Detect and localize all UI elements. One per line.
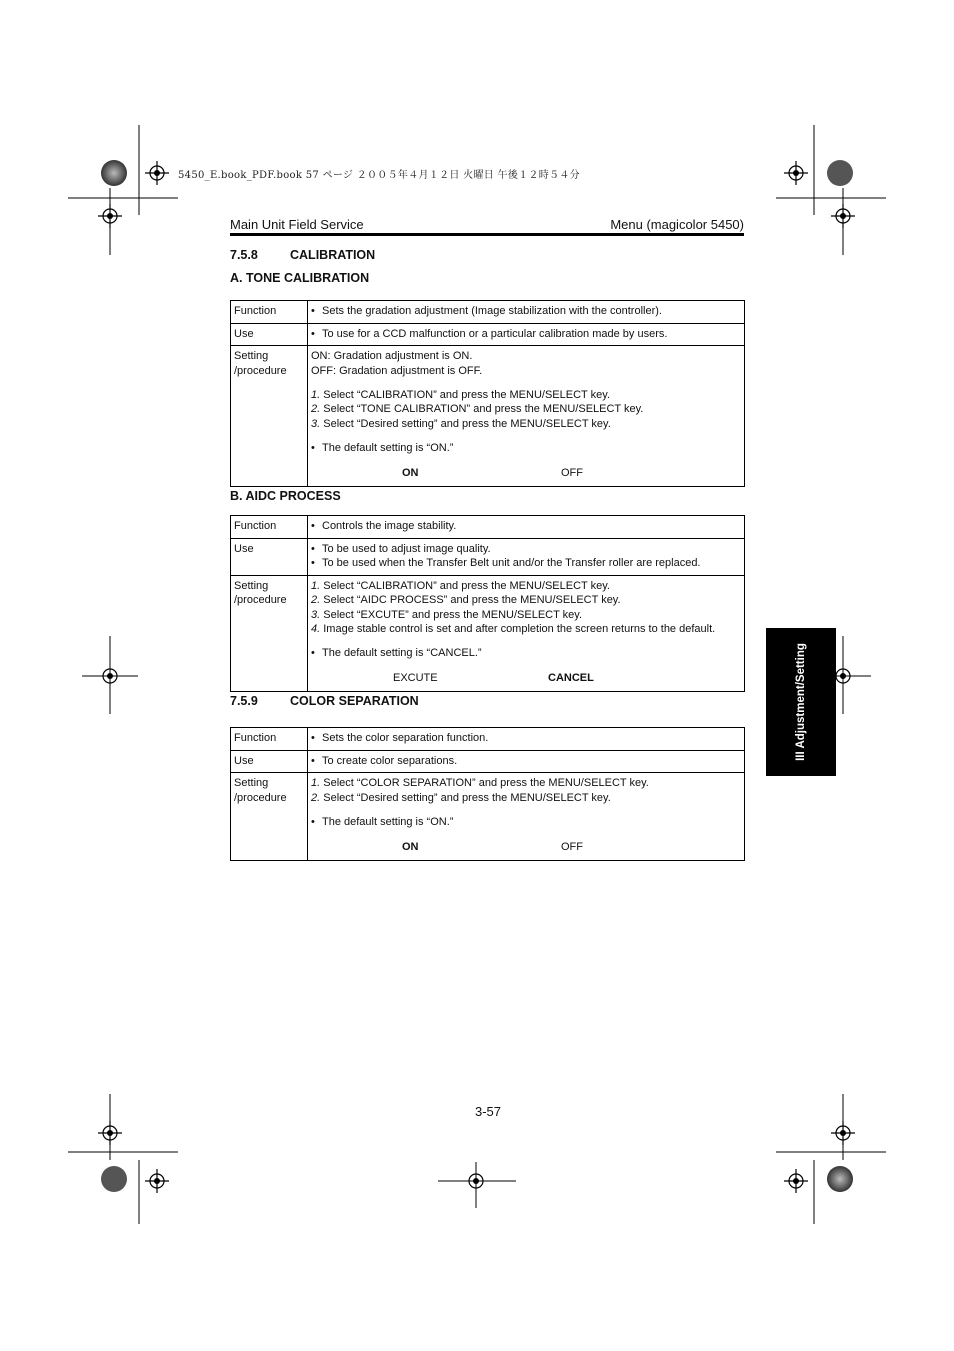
step-text: Select “Desired setting” and press the MENU/SELECT key. xyxy=(323,417,611,430)
row-label: Use xyxy=(231,538,308,575)
step-text: Select “Desired setting” and press the MENU/SELECT key. xyxy=(323,791,611,804)
step xyxy=(311,402,741,417)
aidc-process-table xyxy=(230,515,745,692)
table-row xyxy=(231,538,745,575)
table-row xyxy=(231,773,745,861)
row-content xyxy=(308,301,745,324)
subsection-heading-tone: A. TONE CALIBRATION xyxy=(230,271,370,285)
chapter-tab-label: III Adjustment/Setting xyxy=(795,643,807,761)
row-label: Setting /procedure xyxy=(231,773,308,861)
row-label: Function xyxy=(231,301,308,324)
table-row xyxy=(231,301,745,324)
row-content xyxy=(308,516,745,539)
header-rule xyxy=(230,233,744,236)
subsection-heading-aidc: B. AIDC PROCESS xyxy=(230,489,341,503)
step-text: Select “EXCUTE” and press the MENU/SELECT key. xyxy=(323,608,583,621)
option: EXCUTE xyxy=(393,672,438,684)
step-number: 3. xyxy=(311,417,321,430)
step-number: 1. xyxy=(311,388,321,401)
table-row xyxy=(231,516,745,539)
bullet-text: • Controls the image stability. xyxy=(311,519,741,534)
bullet-text: • To use for a CCD malfunction or a particular calibration made by users. xyxy=(311,327,741,342)
default-note: • The default setting is “ON.” xyxy=(311,815,741,830)
header-left: Main Unit Field Service xyxy=(230,217,364,232)
row-label: Function xyxy=(231,728,308,751)
row-label: Setting /procedure xyxy=(231,575,308,692)
step-number: 2. xyxy=(311,403,321,415)
step-text: Select “COLOR SEPARATION” and press the MENU/SELECT key. xyxy=(323,777,649,789)
section-number: 7.5.8 xyxy=(230,248,258,262)
step-number: 1. xyxy=(311,777,321,789)
setting-options xyxy=(311,840,741,856)
row-label: Use xyxy=(231,323,308,346)
row-content xyxy=(308,773,745,861)
step xyxy=(311,608,741,623)
step xyxy=(311,593,741,608)
step-text: Select “AIDC PROCESS” and press the MENU/SELECT key. xyxy=(323,594,621,606)
bullet-text: • To be used when the Transfer Belt unit and/or the Transfer roller are replaced. xyxy=(311,556,741,571)
color-separation-table xyxy=(230,727,745,861)
step xyxy=(311,388,741,403)
table-row xyxy=(231,346,745,487)
section-title: COLOR SEPARATION xyxy=(290,694,419,708)
text-line: OFF: Gradation adjustment is OFF. xyxy=(311,364,483,377)
row-label: Setting /procedure xyxy=(231,346,308,487)
row-content xyxy=(308,346,745,487)
row-content xyxy=(308,575,745,692)
step xyxy=(311,776,741,791)
step-number: 4. xyxy=(311,623,321,635)
section-number: 7.5.9 xyxy=(230,694,258,708)
step xyxy=(311,791,741,806)
step-number: 2. xyxy=(311,791,321,804)
print-info-line: 5450_E.book_PDF.book 57 ページ ２００５年４月１２日 火曜日 午後１２時５４分 xyxy=(178,170,580,181)
step-text: Select “TONE CALIBRATION” and press the MENU/SELECT key. xyxy=(323,403,644,415)
bullet-text: • To create color separations. xyxy=(311,754,741,769)
row-label: Use xyxy=(231,750,308,773)
bullet-text: • Sets the gradation adjustment (Image stabilization with the controller). xyxy=(311,304,741,319)
setting-options xyxy=(311,671,741,687)
table-row xyxy=(231,750,745,773)
option: OFF xyxy=(561,840,583,853)
step xyxy=(311,622,741,637)
option-default: ON xyxy=(402,466,419,479)
table-row xyxy=(231,323,745,346)
bullet-text: • To be used to adjust image quality. xyxy=(311,542,741,557)
step-number: 2. xyxy=(311,594,321,606)
bullet-text: • Sets the color separation function. xyxy=(311,731,741,746)
option-default: CANCEL xyxy=(548,672,594,684)
step xyxy=(311,579,741,594)
default-note: • The default setting is “CANCEL.” xyxy=(311,646,741,661)
step-number: 3. xyxy=(311,608,321,621)
option-default: ON xyxy=(402,840,419,853)
option: OFF xyxy=(561,466,583,479)
tone-calibration-table xyxy=(230,300,745,487)
default-note: • The default setting is “ON.” xyxy=(311,441,741,456)
row-label: Function xyxy=(231,516,308,539)
row-content xyxy=(308,750,745,773)
step-text: Image stable control is set and after completion the screen returns to the default. xyxy=(323,623,716,635)
text-line: ON: Gradation adjustment is ON. xyxy=(311,350,473,362)
chapter-side-tab xyxy=(766,628,836,776)
table-row xyxy=(231,575,745,692)
section-heading-758 xyxy=(230,248,375,262)
step xyxy=(311,417,741,432)
header-right: Menu (magicolor 5450) xyxy=(610,217,744,232)
row-content xyxy=(308,538,745,575)
setting-options xyxy=(311,466,741,482)
step-text: Select “CALIBRATION” and press the MENU/SELECT key. xyxy=(323,579,610,592)
section-heading-759 xyxy=(230,694,419,708)
page-number: 3-57 xyxy=(475,1104,502,1119)
table-row xyxy=(231,728,745,751)
step-number: 1. xyxy=(311,579,321,592)
section-title: CALIBRATION xyxy=(290,248,376,262)
row-content xyxy=(308,728,745,751)
row-content xyxy=(308,323,745,346)
step-text: Select “CALIBRATION” and press the MENU/SELECT key. xyxy=(323,388,610,401)
